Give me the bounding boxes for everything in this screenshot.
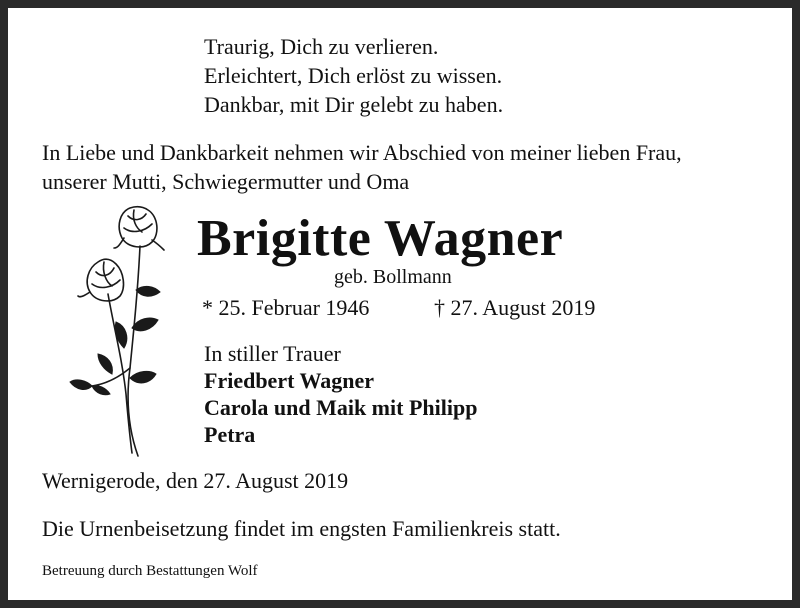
intro-line: unserer Mutti, Schwiegermutter und Oma xyxy=(42,169,410,194)
intro-line: In Liebe und Dankbarkeit nehmen wir Abschied von meiner lieben Frau, xyxy=(42,140,682,165)
mourners-list xyxy=(204,367,477,448)
deceased-name: Brigitte Wagner xyxy=(197,210,564,267)
mourner-name: Petra xyxy=(204,422,256,447)
mourner-name: Carola und Maik mit Philipp xyxy=(204,395,478,420)
mourners-heading: In stiller Trauer xyxy=(204,341,341,366)
mourner-name: Friedbert Wagner xyxy=(204,368,375,393)
maiden-name: geb. Bollmann xyxy=(334,266,452,288)
poem-line: Erleichtert, Dich erlöst zu wissen. xyxy=(204,63,503,88)
place-and-date: Wernigerode, den 27. August 2019 xyxy=(42,468,349,493)
rose-icon xyxy=(68,198,168,460)
death-date: † 27. August 2019 xyxy=(434,295,596,320)
intro-text xyxy=(42,138,682,196)
poem-line: Dankbar, mit Dir gelebt zu haben. xyxy=(204,92,504,117)
poem-line: Traurig, Dich zu verlieren. xyxy=(204,34,439,59)
birth-date: * 25. Februar 1946 xyxy=(202,295,370,320)
burial-note: Die Urnenbeisetzung findet im engsten Familienkreis statt. xyxy=(42,516,561,541)
poem xyxy=(204,32,503,119)
undertaker-credit: Betreuung durch Bestattungen Wolf xyxy=(42,563,258,579)
